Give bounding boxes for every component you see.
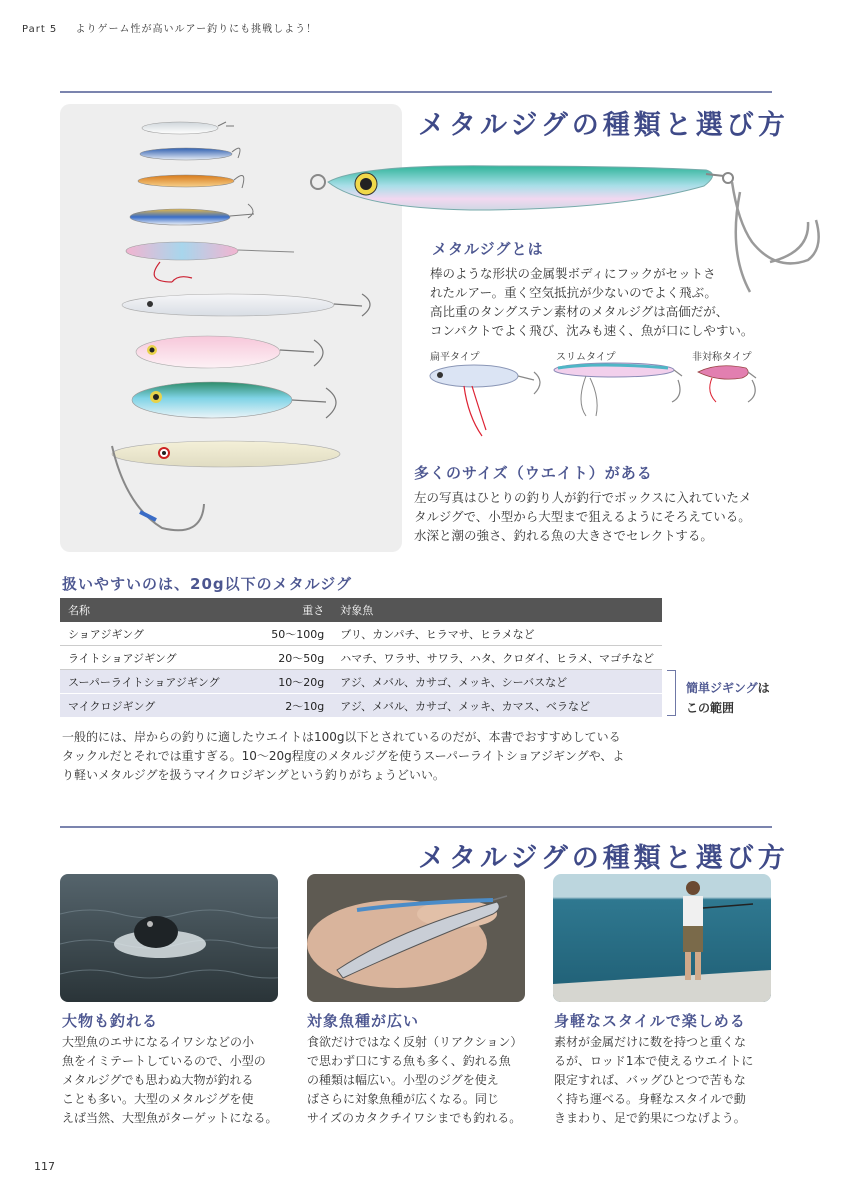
row-weight: 10〜20g (250, 670, 332, 694)
weight-table (60, 598, 662, 718)
row-weight: 50〜100g (250, 622, 332, 646)
col1-text (62, 1033, 294, 1128)
col2-line: ばさらに対象魚種が広くなる。同じ (307, 1092, 500, 1106)
col1-line: 魚をイミテートしているので、小型の (62, 1054, 266, 1068)
row-name: ライトショアジギング (60, 646, 250, 670)
col1-line: えば当然、大型魚がターゲットになる。 (62, 1111, 278, 1125)
section1-title: メタルジグの種類と選び方 (418, 110, 789, 141)
type-label-slim: スリムタイプ (556, 352, 616, 363)
weight-table-wrap (60, 598, 662, 718)
table-row (60, 670, 662, 694)
type-label-asymmetric: 非対称タイプ (692, 352, 752, 363)
col3-line: 素材が金属だけに数を持つと重くな (554, 1035, 747, 1049)
range-note-accent: 簡単ジギング (686, 681, 758, 695)
row-name: ショアジギング (60, 622, 250, 646)
range-bracket (667, 670, 676, 716)
running-header (22, 20, 317, 35)
row-fish: アジ、メバル、カサゴ、メッキ、カマス、ベラなど (332, 694, 662, 718)
what-is-line: 棒のような形状の金属製ボディにフックがセットさ (430, 266, 716, 281)
table-row (60, 646, 662, 670)
col-fish: 対象魚 (332, 598, 662, 622)
col3-line: く持ち運べる。身軽なスタイルで動 (554, 1092, 746, 1106)
col2-text (307, 1033, 539, 1128)
photo-big-catch (60, 874, 278, 1002)
paragraph-line: 一般的には、岸からの釣りに適したウエイトは100g以下とされているのだが、本書でおすすめしている (62, 730, 621, 744)
row-weight: 20〜50g (250, 646, 332, 670)
photo-angler-style (553, 874, 771, 1002)
row-fish: アジ、メバル、カサゴ、メッキ、シーバスなど (332, 670, 662, 694)
table-header-row (60, 598, 662, 622)
slim-type-jig (550, 360, 685, 430)
row-name: スーパーライトショアジギング (60, 670, 250, 694)
type-label-flat: 扁平タイプ (430, 352, 480, 363)
row-fish: ハマチ、ワラサ、サワラ、ハタ、クロダイ、ヒラメ、マゴチなど (332, 646, 662, 670)
range-note-line2: この範囲 (686, 701, 735, 715)
what-is-line: れたルアー。重く空気抵抗が少ないのでよく飛ぶ。 (430, 285, 717, 300)
sizes-line: 左の写真はひとりの釣り人が釣行でボックスに入れていたメ (414, 490, 752, 505)
photo-jig-in-hand (307, 874, 525, 1002)
table-heading: 扱いやすいのは、20g以下のメタルジグ (62, 575, 352, 593)
col3-line: きまわり、足で釣果につなげよう。 (554, 1111, 746, 1125)
what-is-line: コンパクトでよく飛び、沈みも速く、魚が口にしやすい。 (430, 323, 754, 338)
paragraph-line: タックルだとそれでは重すぎる。10〜20g程度のメタルジグを使うスーパーライトショアジギングや、よ (62, 749, 625, 763)
col2-line: サイズのカタクチイワシまでも釣れる。 (307, 1111, 522, 1125)
asymmetric-type-jig (692, 362, 772, 412)
part-label: Part 5 (22, 24, 58, 35)
table-row (60, 694, 662, 718)
flat-type-jig (424, 362, 554, 442)
row-weight: 2〜10g (250, 694, 332, 718)
row-fish: ブリ、カンパチ、ヒラマサ、ヒラメなど (332, 622, 662, 646)
col3-heading: 身軽なスタイルで楽しめる (554, 1012, 746, 1030)
col-name: 名称 (60, 598, 250, 622)
col3-line: 限定すれば、バッグひとつで苦もな (554, 1073, 746, 1087)
header-title: よりゲーム性が高いルアー釣りにも挑戦しよう！ (75, 24, 318, 35)
range-note-suffix: は (757, 681, 770, 695)
sizes-line: タルジグで、小型から大型まで狙えるようにそろえている。 (414, 509, 751, 524)
what-is-line: 高比重のタングステン素材のメタルジグは高価だが、 (430, 304, 729, 319)
col3-line: るが、ロッド1本で使えるウエイトに (554, 1054, 754, 1068)
col1-heading: 大物も釣れる (62, 1012, 159, 1030)
paragraph-line: り軽いメタルジグを扱うマイクロジギングという釣りがちょうどいい。 (62, 768, 445, 782)
col1-line: 大型魚のエサになるイワシなどの小 (62, 1035, 255, 1049)
sizes-heading: 多くのサイズ（ウエイト）がある (414, 464, 653, 482)
col2-heading: 対象魚種が広い (307, 1012, 420, 1030)
col2-line: 食欲だけではなく反射（リアクション） (307, 1035, 523, 1049)
col1-line: ことも多い。大型のメタルジグを使 (62, 1092, 254, 1106)
sizes-line: 水深と潮の強さ、釣れる魚の大きさでセレクトする。 (414, 528, 713, 543)
section1-rule (60, 91, 772, 93)
col2-line: で思わず口にする魚も多く、釣れる魚 (307, 1054, 511, 1068)
col2-line: の種類は幅広い。小型のジグを使え (307, 1073, 499, 1087)
section2-title: メタルジグの種類と選び方 (418, 843, 789, 874)
sizes-text (414, 488, 779, 545)
col-weight: 重さ (250, 598, 332, 622)
what-is-heading: メタルジグとは (432, 240, 544, 258)
section2-rule (60, 826, 772, 828)
col1-line: メタルジグでも思わぬ大物が釣れる (62, 1073, 254, 1087)
intro-paragraph (62, 728, 672, 785)
what-is-text (430, 264, 780, 340)
table-row (60, 622, 662, 646)
col3-text (554, 1033, 780, 1128)
page-number: 117 (34, 1160, 55, 1173)
row-name: マイクロジギング (60, 694, 250, 718)
range-note (686, 678, 770, 718)
